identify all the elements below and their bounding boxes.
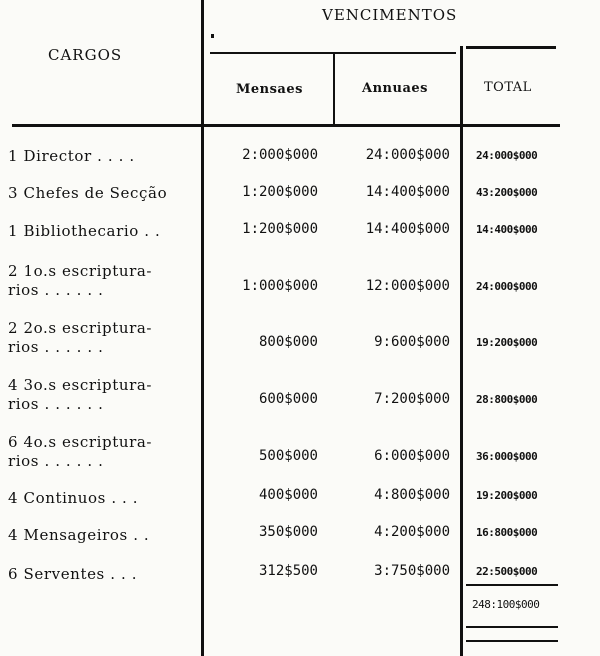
row-annuaes: 6:000$000	[374, 448, 450, 464]
rule-mark	[211, 34, 214, 38]
row-total: 43:200$000	[476, 186, 538, 199]
row-mensaes: 400$000	[258, 487, 318, 503]
column-rule-total	[460, 46, 463, 656]
row-annuaes: 4:200$000	[374, 524, 450, 540]
row-cargo: 1 Bibliothecario . .	[8, 222, 161, 240]
row-cargo: 1 Director . . . .	[8, 147, 135, 165]
vencimentos-rule	[210, 52, 456, 54]
total-heading: TOTAL	[484, 80, 532, 95]
row-cargo: 3 Chefes de Secção	[8, 184, 168, 202]
header-rule	[12, 124, 560, 127]
row-annuaes: 12:000$000	[365, 278, 450, 294]
row-total: 19:200$000	[476, 489, 538, 502]
row-total: 28:800$000	[476, 393, 538, 406]
row-annuaes: 4:800$000	[374, 487, 450, 503]
row-total: 24:000$000	[476, 280, 538, 293]
grand-total-double-underline	[466, 640, 558, 642]
row-cargo: 2 2o.s escriptura- rios . . . . . .	[8, 319, 153, 356]
row-mensaes: 2:000$000	[242, 147, 318, 163]
row-annuaes: 9:600$000	[374, 334, 450, 350]
row-cargo: 6 4o.s escriptura- rios . . . . . .	[8, 433, 153, 470]
mensaes-heading: Mensaes	[236, 82, 303, 97]
row-mensaes: 1:000$000	[242, 278, 318, 294]
row-mensaes: 350$000	[258, 524, 318, 540]
row-cargo: 2 1o.s escriptura- rios . . . . . .	[8, 262, 153, 299]
annuaes-heading: Annuaes	[362, 81, 428, 96]
row-annuaes: 14:400$000	[365, 221, 450, 237]
row-total: 14:400$000	[476, 223, 538, 236]
row-mensaes: 800$000	[258, 334, 318, 350]
row-annuaes: 3:750$000	[374, 563, 450, 579]
row-mensaes: 1:200$000	[242, 184, 318, 200]
row-total: 24:000$000	[476, 149, 538, 162]
row-annuaes: 7:200$000	[374, 391, 450, 407]
grand-total-underline	[466, 626, 558, 628]
column-rule-mensaes	[333, 52, 335, 124]
row-annuaes: 14:400$000	[365, 184, 450, 200]
row-total: 19:200$000	[476, 336, 538, 349]
row-cargo: 4 3o.s escriptura- rios . . . . . .	[8, 376, 153, 413]
row-mensaes: 500$000	[258, 448, 318, 464]
row-total: 36:000$000	[476, 450, 538, 463]
grand-total: 248:100$000	[472, 598, 540, 611]
grand-total-top-rule	[466, 584, 558, 586]
row-cargo: 6 Serventes . . .	[8, 565, 138, 583]
total-top-rule	[466, 46, 556, 49]
cargos-heading: CARGOS	[48, 46, 123, 64]
vencimentos-heading: VENCIMENTOS	[322, 6, 458, 24]
row-total: 16:800$000	[476, 526, 538, 539]
column-rule-cargos	[201, 0, 204, 656]
row-mensaes: 312$500	[258, 563, 318, 579]
row-mensaes: 1:200$000	[242, 221, 318, 237]
row-cargo: 4 Mensageiros . .	[8, 526, 150, 544]
row-total: 22:500$000	[476, 565, 538, 578]
row-annuaes: 24:000$000	[365, 147, 450, 163]
row-mensaes: 600$000	[258, 391, 318, 407]
row-cargo: 4 Continuos . . .	[8, 489, 139, 507]
